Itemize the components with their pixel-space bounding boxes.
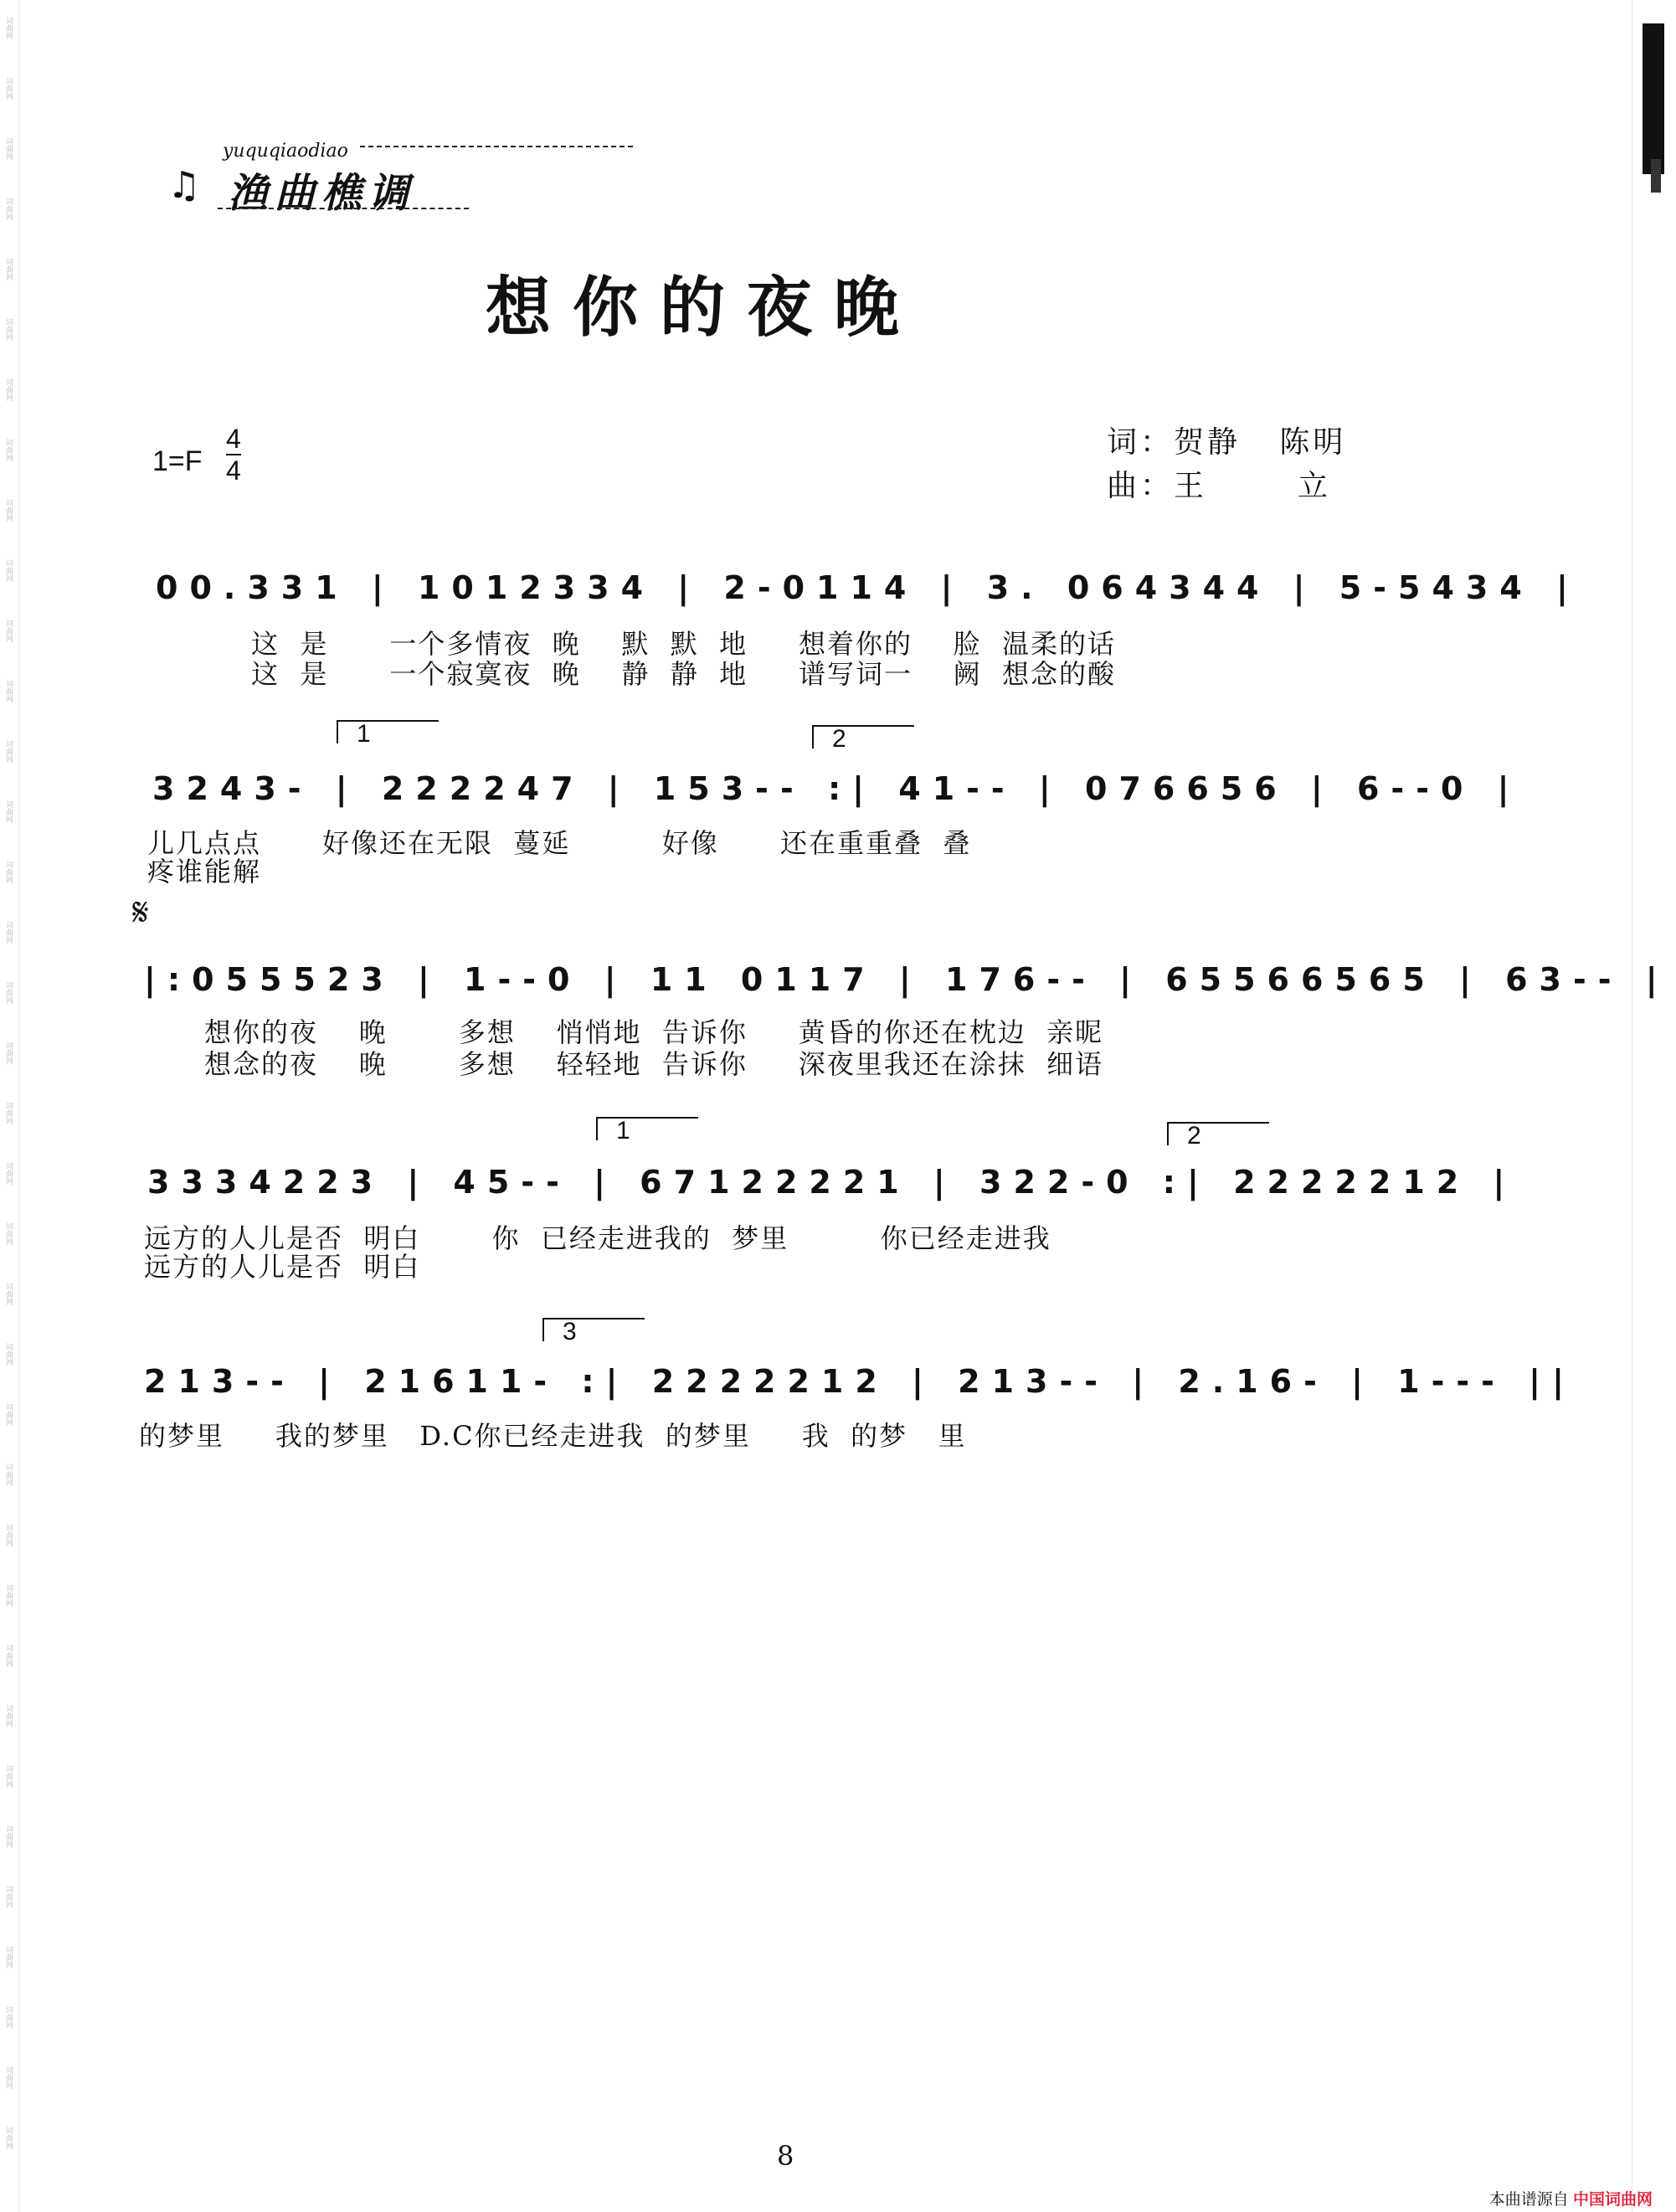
margin-watermark: 词曲网 [4,2006,13,2029]
margin-watermark: 词曲网 [4,1102,13,1124]
time-signature [226,424,241,486]
song-title: 想你的夜晚 [486,270,922,346]
margin-watermark: 词曲网 [4,258,13,280]
margin-watermark: 词曲网 [4,1765,13,1788]
page-number: 8 [777,2140,794,2172]
margin-watermark: 词曲网 [4,1946,13,1968]
left-margin-strip [0,0,19,2212]
margin-watermark: 词曲网 [4,137,13,160]
footer-site-link[interactable]: 中国词曲网 [1572,2191,1653,2209]
margin-watermark: 词曲网 [4,1584,13,1607]
logo-dash-bottom [218,208,469,209]
margin-watermark: 词曲网 [4,1403,13,1426]
margin-watermark: 词曲网 [4,1042,13,1064]
margin-watermark: 词曲网 [4,17,13,39]
publisher-logo [167,141,469,216]
lyric-line-5: 的梦里 我的梦里 D.C你已经走进我 的梦里 我 的梦 里 [139,1420,967,1452]
key-signature: 1=F [152,445,203,477]
volta-number: 1 [357,720,371,748]
margin-watermark: 词曲网 [4,740,13,763]
volta-bracket-1 [596,1117,698,1145]
margin-watermark: 词曲网 [4,1825,13,1848]
footer-prefix: 本曲谱源自 [1488,2191,1569,2209]
volta-number: 2 [832,725,846,753]
scan-edge-mark [1643,23,1664,174]
lyric-line-1-verse-2: 这 是 一个寂寞夜 晚 静 静 地 谱写词一 阙 想念的酸 [251,658,1116,690]
margin-watermark: 词曲网 [4,680,13,702]
margin-watermark: 词曲网 [4,77,13,100]
volta-number: 1 [616,1117,630,1145]
time-signature-bottom: 4 [226,455,241,486]
lyric-line-2-verse-2: 疼谁能解 [147,856,262,887]
margin-watermark: 词曲网 [4,1464,13,1486]
volta-bracket-2 [1167,1122,1269,1150]
margin-watermark: 词曲网 [4,2066,13,2089]
margin-watermark: 词曲网 [4,800,13,823]
logo-name: 渔曲樵调 [228,170,416,217]
margin-watermark: 词曲网 [4,1644,13,1667]
margin-watermark: 词曲网 [4,981,13,1004]
lyric-line-2-verse-1: 儿几点点 好像还在无限 蔓延 好像 还在重重叠 叠 [147,827,972,859]
music-notes-icon: ♫ [167,164,201,207]
lyricist-credit: 词：贺静 陈明 [1107,425,1347,460]
margin-watermark: 词曲网 [4,499,13,522]
notation-line-4: 3334223 | 45-- | 67122221 | 322-0 :| 2222212 | [147,1164,1517,1201]
margin-watermark: 词曲网 [4,318,13,341]
margin-watermark: 词曲网 [4,2127,13,2149]
volta-number: 3 [563,1318,577,1345]
lyric-line-3-verse-1: 想你的夜 晚 多想 悄悄地 告诉你 黄昏的你还在枕边 亲昵 [204,1016,1104,1048]
notation-line-5: 213-- | 21611- :| 2222212 | 213-- | 2.16- | 1--- || [144,1363,1576,1400]
time-signature-top: 4 [226,424,241,454]
margin-watermark: 词曲网 [4,378,13,401]
notation-line-2: 3243- | 222247 | 153-- :| 41-- | 076656 | 6--0 | [152,770,1521,807]
volta-bracket-3 [542,1318,645,1345]
source-footer [1489,2187,1653,2209]
margin-watermark: 词曲网 [4,921,13,944]
lyric-line-4-verse-1: 远方的人儿是否 明白 你 已经走进我的 梦里 你已经走进我 [144,1222,1051,1254]
scan-edge-mark-small [1651,159,1661,193]
logo-pinyin: yuquqiaodiao [223,141,348,162]
lyric-line-4-verse-2: 远方的人儿是否 明白 [144,1251,421,1283]
lyric-line-1-verse-1: 这 是 一个多情夜 晚 默 默 地 想着你的 脸 温柔的话 [251,628,1116,660]
margin-watermark: 词曲网 [4,1524,13,1546]
margin-watermark: 词曲网 [4,1705,13,1727]
notation-line-1: 00.331 | 1012334 | 2-0114 | 3. 064344 | 5-5434 | [156,569,1580,606]
margin-watermark: 词曲网 [4,198,13,220]
margin-watermark: 词曲网 [4,1162,13,1185]
margin-watermark: 词曲网 [4,1343,13,1366]
margin-watermark: 词曲网 [4,861,13,883]
margin-watermark: 词曲网 [4,559,13,582]
logo-dash-top [360,146,633,147]
volta-bracket-2 [812,725,914,753]
margin-watermark: 词曲网 [4,1283,13,1305]
composer-credit: 曲：王 立 [1107,469,1332,503]
margin-watermark: 词曲网 [4,620,13,642]
notation-line-3: |:055523 | 1--0 | 11 0117 | 176-- | 65566565 | 63-- | [144,961,1669,998]
lyric-line-3-verse-2: 想念的夜 晚 多想 轻轻地 告诉你 深夜里我还在涂抹 细语 [204,1048,1104,1080]
segno-icon: 𝄋 [132,889,149,934]
margin-watermark: 词曲网 [4,439,13,461]
margin-watermark: 词曲网 [4,1222,13,1245]
volta-bracket-1 [337,720,439,748]
margin-watermark: 词曲网 [4,1885,13,1908]
right-page-edge [1632,0,1676,2212]
volta-number: 2 [1187,1122,1201,1150]
